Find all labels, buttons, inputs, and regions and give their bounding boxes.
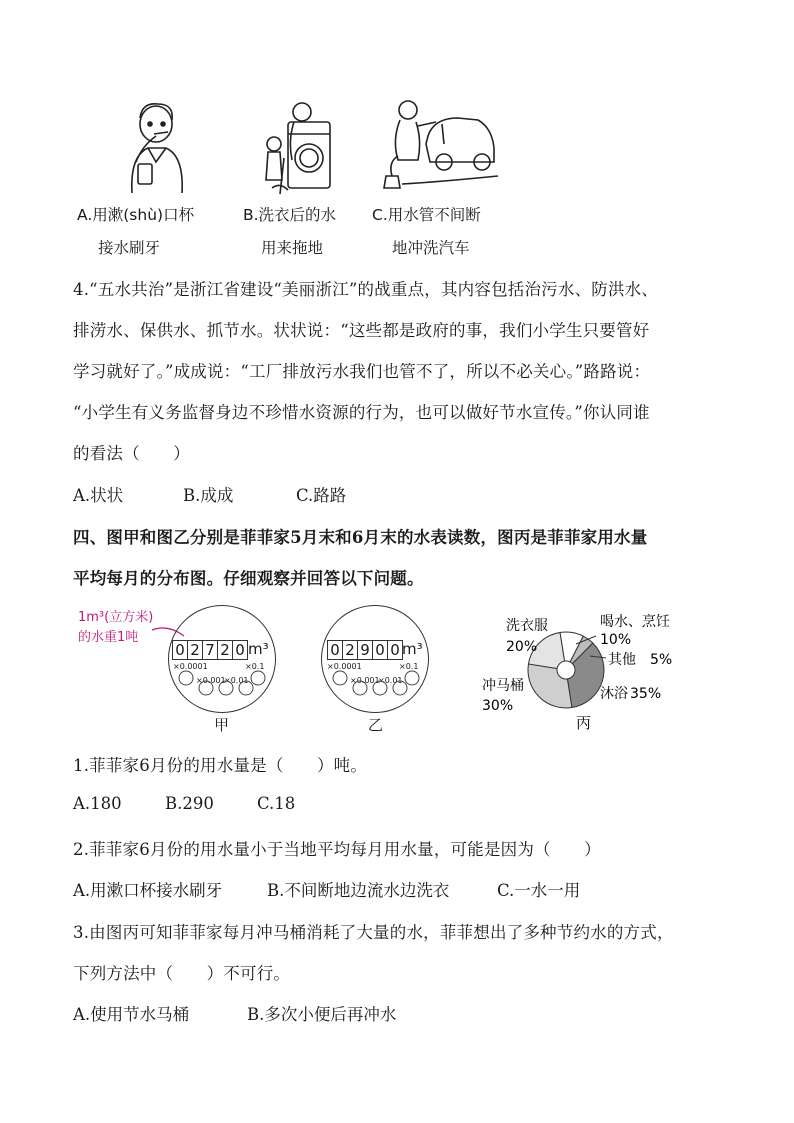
- picture-c: [378, 96, 500, 192]
- meter-yi-digit: 2: [343, 641, 358, 659]
- pie-label-other: 其他: [608, 652, 636, 668]
- question-2: 2.菲菲家6月份的用水量小于当地平均每月用水量，可能是因为（ ）: [73, 840, 601, 859]
- meter-jia-dials: [176, 668, 268, 698]
- question-3-line-1: 3.由图丙可知菲菲家每月冲马桶消耗了大量的水，菲菲想出了多种节约水的方式，: [73, 923, 674, 942]
- picture-b-caption-1: B.洗衣后的水: [243, 206, 337, 224]
- pie-value-toilet: 30%: [482, 698, 514, 714]
- meter-annotation-line-1: 1m³(立方米): [78, 610, 154, 625]
- meter-jia-digit: 7: [203, 641, 218, 659]
- pie-value-shower: 35%: [630, 686, 662, 702]
- picture-a-caption-1: A.用漱(shù)口杯: [77, 206, 195, 224]
- pie-label-drink: 喝水、烹饪: [600, 614, 670, 630]
- pie-value-drink: 10%: [600, 632, 632, 648]
- question-1-option-a[interactable]: A.180: [73, 794, 122, 813]
- meter-yi-caption: 乙: [368, 716, 384, 734]
- picture-b: [258, 100, 334, 196]
- pie-chart: [470, 600, 710, 740]
- picture-c-caption-2: 地冲洗汽车: [392, 239, 470, 257]
- meter-jia-label-mid2: ×0.01: [224, 676, 249, 685]
- pie-hole: [557, 661, 575, 679]
- meter-yi-label-mid2: ×0.01: [378, 676, 403, 685]
- q4-line-3: 学习就好了。”成成说：“工厂排放污水我们也管不了，所以不必关心。”路路说：: [73, 362, 651, 381]
- meter-yi-unit: m³: [402, 640, 423, 658]
- meter-jia-digit: 2: [218, 641, 233, 659]
- meter-yi-label-mid1: ×0.001: [350, 676, 380, 685]
- pie-caption: 丙: [576, 714, 592, 732]
- question-3-line-2: 下列方法中（ ）不可行。: [73, 964, 291, 983]
- question-2-option-a[interactable]: A.用漱口杯接水刷牙: [73, 881, 223, 900]
- question-1-option-c[interactable]: C.18: [257, 794, 296, 813]
- pie-label-laundry: 洗衣服: [506, 618, 548, 634]
- q4-line-5: 的看法（ ）: [73, 444, 190, 463]
- meter-jia-digit: 2: [188, 641, 203, 659]
- question-2-option-b[interactable]: B.不间断地边流水边洗衣: [267, 881, 450, 900]
- question-2-option-c[interactable]: C.一水一用: [497, 881, 581, 900]
- pie-value-laundry: 20%: [506, 639, 538, 655]
- meter-jia-digit: 0: [235, 641, 245, 659]
- pie-label-shower: 沐浴: [600, 686, 628, 702]
- meter-yi-digit: 0: [390, 641, 400, 659]
- meter-yi-digit: 0: [373, 641, 388, 659]
- q4-option-b[interactable]: B.成成: [183, 486, 234, 505]
- section-4-heading-1: 四、图甲和图乙分别是菲菲家5月末和6月末的水表读数，图丙是菲菲家用水量: [73, 528, 648, 547]
- meter-jia-unit: m³: [248, 640, 269, 658]
- meter-yi-label-right: ×0.1: [399, 662, 419, 671]
- pie-value-other: 5%: [650, 652, 673, 668]
- meter-annotation: [78, 608, 153, 648]
- question-1-option-b[interactable]: B.290: [165, 794, 214, 813]
- meter-jia-digit: 0: [173, 641, 188, 659]
- meter-yi-digits: [327, 640, 403, 660]
- picture-a: [118, 98, 198, 196]
- section-4-heading-2: 平均每月的分布图。仔细观察并回答以下问题。: [73, 569, 424, 588]
- meter-yi-label-left: ×0.0001: [327, 662, 362, 671]
- picture-b-caption-2: 用来拖地: [261, 239, 324, 257]
- meter-jia-caption: 甲: [214, 716, 230, 734]
- meter-annotation-line-2: 的水重1吨: [78, 630, 139, 645]
- meter-yi-digit: 0: [328, 641, 343, 659]
- question-1: 1.菲菲家6月份的用水量是（ ）吨。: [73, 756, 368, 775]
- meter-yi-digit: 9: [358, 641, 373, 659]
- question-3-option-a[interactable]: A.使用节水马桶: [73, 1005, 190, 1024]
- washing-machine-mopping-icon: [258, 100, 334, 196]
- q4-option-c[interactable]: C.路路: [296, 486, 347, 505]
- pie-label-toilet: 冲马桶: [482, 678, 524, 694]
- meter-jia-label-right: ×0.1: [245, 662, 265, 671]
- q4-line-2: 排涝水、保供水、抓节水。状状说：“这些都是政府的事，我们小学生只要管好: [73, 321, 650, 340]
- meter-jia-digits: [172, 640, 248, 660]
- person-brushing-teeth-icon: [118, 98, 198, 196]
- q4-option-a[interactable]: A.状状: [73, 486, 124, 505]
- picture-a-caption-2: 接水刷牙: [98, 239, 161, 257]
- q4-line-1: 4.“五水共治”是浙江省建设“美丽浙江”的战重点，其内容包括治污水、防洪水、: [73, 280, 659, 299]
- question-3-option-b[interactable]: B.多次小便后再冲水: [247, 1005, 397, 1024]
- q4-line-4: “小学生有义务监督身边不珍惜水资源的行为，也可以做好节水宣传。”你认同谁: [73, 403, 650, 422]
- meter-jia-label-mid1: ×0.001: [196, 676, 226, 685]
- meter-jia-label-left: ×0.0001: [173, 662, 208, 671]
- hose-car-wash-icon: [378, 96, 500, 192]
- meter-yi-dials: [330, 668, 422, 698]
- picture-c-caption-1: C.用水管不间断: [372, 206, 481, 224]
